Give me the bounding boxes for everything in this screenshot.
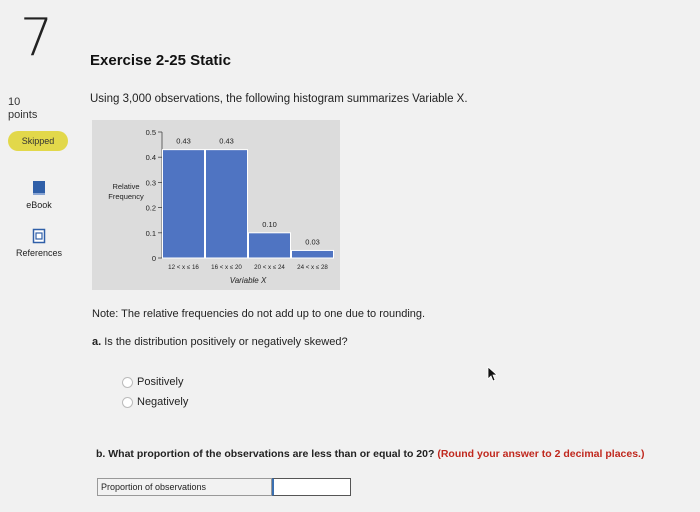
mouse-cursor-icon (487, 366, 499, 382)
y-tick-label: 0.4 (145, 153, 156, 163)
y-tick-label: 0.5 (145, 128, 156, 137)
x-category-label: 16 < x ≤ 20 (211, 264, 242, 271)
histogram-bar (206, 150, 248, 258)
bar-value-label: 0.10 (262, 219, 277, 229)
histogram-bar (292, 250, 334, 258)
part-b-question (96, 448, 644, 460)
bar-value-label: 0.43 (176, 136, 191, 146)
x-category-label: 12 < x ≤ 16 (168, 264, 199, 271)
bar-value-label: 0.03 (305, 237, 320, 247)
references-button[interactable] (8, 228, 70, 258)
y-tick-label: 0 (151, 254, 156, 263)
ebook-label: eBook (26, 200, 52, 210)
proportion-input[interactable] (272, 478, 351, 496)
points-value: 10 (8, 96, 21, 108)
y-tick-label: 0.1 (145, 228, 156, 238)
status-badge: Skipped (8, 131, 68, 151)
references-label: References (15, 248, 63, 258)
question-number: 7 (20, 8, 54, 68)
part-b-text: What proportion of the observations are less than or equal to 20? (108, 448, 435, 460)
part-a-letter: a. (92, 336, 102, 348)
part-b-rounding-note: (Round your answer to 2 decimal places.) (437, 448, 645, 460)
option-positively[interactable] (122, 376, 183, 388)
ebook-button[interactable] (8, 180, 70, 210)
option-negatively-label: Negatively (137, 396, 189, 408)
y-tick-label: 0.3 (145, 178, 156, 188)
option-positively-label: Positively (137, 376, 184, 388)
option-negatively[interactable] (122, 396, 188, 408)
y-tick-label: 0.2 (145, 203, 156, 213)
part-a-text: Is the distribution positively or negatively skewed? (104, 336, 348, 348)
answer-label: Proportion of observations (97, 478, 272, 496)
points-indicator (8, 96, 37, 122)
bar-value-label: 0.43 (219, 136, 234, 146)
histogram-chart (92, 120, 340, 290)
y-axis-title (108, 182, 144, 201)
answer-row (97, 478, 351, 496)
histogram-bar (249, 233, 291, 258)
y-axis-title-line: Relative (112, 182, 140, 191)
exercise-intro: Using 3,000 observations, the following histogram summarizes Variable X. (90, 93, 468, 105)
book-icon (32, 180, 46, 196)
points-label: points (8, 109, 38, 121)
histogram-bar (163, 150, 205, 258)
radio-positively[interactable] (122, 377, 133, 388)
x-category-label: 20 < x ≤ 24 (254, 264, 285, 271)
x-axis-title: Variable X (229, 276, 267, 285)
note-text: Note: The relative frequencies do not add up to one due to rounding. (92, 308, 426, 320)
y-axis-title-line: Frequency (108, 192, 144, 201)
x-category-label: 24 < x ≤ 28 (297, 264, 328, 271)
part-a-question (92, 336, 348, 348)
histogram-svg (92, 120, 340, 290)
radio-negatively[interactable] (122, 397, 133, 408)
exercise-title: Exercise 2-25 Static (90, 52, 231, 69)
part-b-letter: b. (96, 448, 106, 460)
references-icon (32, 228, 46, 244)
